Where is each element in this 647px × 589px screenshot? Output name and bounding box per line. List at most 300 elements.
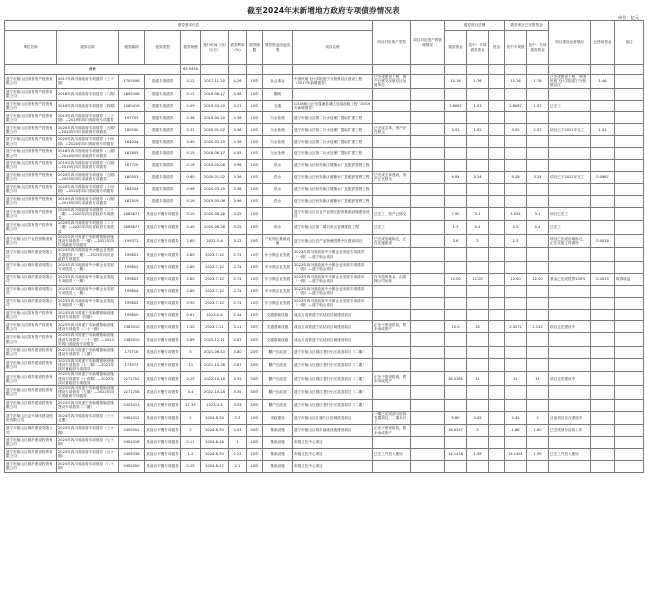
cell-bond-name: 2024年四川省政府专项债券（三十五期） <box>57 411 119 425</box>
cell-arranged <box>489 358 505 372</box>
cell-total-invest: 3.92 <box>445 124 467 136</box>
cell-issue-date: 2019-03-20 <box>201 100 229 112</box>
cell-bond-name: 2022年四川省遂宁市新增基础设施建设专项债券（九期）—2022年四川省政府专项债券 <box>57 386 119 400</box>
cell-bond-type: 普通专项债券 <box>145 183 181 195</box>
cell-project-name: 遂宁市船山区河东新区城镇水厂及配套管网工程 <box>293 159 373 171</box>
cell-completed <box>505 88 527 100</box>
cell-bond-type: 其他自平衡专项债券 <box>145 411 181 425</box>
bond-table <box>4 20 644 473</box>
cell-completed: 1.66 <box>505 425 527 437</box>
cell-unit: 遂宁市船山区城市建设有限公司 <box>5 248 57 262</box>
cell-bond-name: 2022年四川省遂宁市新增基础设施建设专项债券（十四期）—2022年四川省政府专项债券 <box>57 372 119 386</box>
cell-unit: 遂宁市船山区国有资产投资有限公司 <box>5 183 57 195</box>
cell-note <box>615 75 644 89</box>
cell-rate: 3.96 <box>229 195 247 207</box>
table-row <box>5 261 644 273</box>
cell-asset-mgmt <box>411 333 445 347</box>
cell-completed-bond: 31 <box>527 372 549 386</box>
cell-bond-name: 2018年四川省政府专项债券（八期） <box>57 88 119 100</box>
cell-status: 已完成建设工程，中国民航飞行学院遂宁分校航站区 <box>549 75 591 89</box>
cell-status <box>549 333 591 347</box>
cell-used <box>591 148 615 160</box>
cell-bond-scale: 0.33 <box>181 124 201 136</box>
cell-rate: 3.96 <box>229 159 247 171</box>
cell-completed <box>505 112 527 124</box>
cell-arranged <box>489 183 505 195</box>
cell-total-invest <box>445 112 467 124</box>
cell-bond-name: 2024年四川省政府专项债券（五十期） <box>57 448 119 460</box>
cell-completed: 3.92 <box>505 124 527 136</box>
cell-bond-scale: 0.40 <box>181 221 201 235</box>
cell-total-invest <box>445 297 467 309</box>
table-row <box>5 346 644 358</box>
cell-bond-name: 2019年四川省政府专项债券（六期）—2019年四川省政府专项债券 <box>57 195 119 207</box>
cell-project-name: 遂宁市船山区城乡基础设施建设项目 <box>293 425 373 437</box>
cell-arranged <box>489 171 505 183</box>
cell-term: 30年 <box>247 358 263 372</box>
cell-asset-type: 已完工并投入使用 <box>373 448 411 460</box>
cell-status: 已完工 <box>549 221 591 235</box>
cell-bond-code: 1705098 <box>119 75 145 89</box>
cell-bond-scale: 2 <box>181 411 201 425</box>
cell-completed: 2.45 <box>505 411 527 425</box>
cell-bond-code: 199852 <box>119 261 145 273</box>
cell-unit: 遂宁市船山区城乡建设投资有限公司 <box>5 358 57 372</box>
cell-asset-mgmt <box>411 183 445 195</box>
cell-bond-scale: 0.25 <box>181 460 201 472</box>
cell-bond-type: 其他自平衡专项债券 <box>145 372 181 386</box>
cell-bond-name: 2023年四川省遂宁市新增基础设施建设专项债券（二十一期） <box>57 321 119 333</box>
cell-status: 目前项目正在建设中 <box>549 411 591 425</box>
cell-rate: 3.36 <box>229 124 247 136</box>
cell-completed-bond <box>527 136 549 148</box>
cell-unit: 遂宁市船山区国有资产投资有限公司 <box>5 100 57 112</box>
cell-asset-mgmt <box>411 460 445 472</box>
cell-term: 15年 <box>247 411 263 425</box>
header-sub-b: 其中：专项债券资金 <box>527 31 549 65</box>
cell-bond-amount <box>467 297 489 309</box>
cell-rate: 4.26 <box>229 75 247 89</box>
cell-unit: 遂宁市船山区国有资产投资有限公司 <box>5 148 57 160</box>
cell-bond-name: 2020年四川省政府专项债券（五期）—2020年四川省政府专项债券 <box>57 124 119 136</box>
cell-issue-date: 2023-7-21 <box>201 321 229 333</box>
cell-bond-name: 2020年四川省政府专项债券（二十二期）—2020年四川省政府专项债券 <box>57 207 119 221</box>
cell-use-type: 供水 <box>263 221 293 235</box>
cell-bond-scale: 2.80 <box>181 248 201 262</box>
cell-bond-amount: 12.00 <box>467 273 489 285</box>
cell-used <box>591 425 615 437</box>
cell-bond-name: 2024年四川省政府专项债券（七十期） <box>57 437 119 449</box>
cell-rate: 2.74 <box>229 273 247 285</box>
cell-arranged <box>489 207 505 221</box>
cell-completed-bond: 12.00 <box>527 273 549 285</box>
cell-total-invest <box>445 437 467 449</box>
cell-note <box>615 346 644 358</box>
cell-use-type: 供水 <box>263 183 293 195</box>
cell-asset-type <box>373 148 411 160</box>
cell-bond-amount <box>467 261 489 273</box>
cell-bond-scale: 0.25 <box>181 372 201 386</box>
table-row <box>5 460 644 472</box>
cell-total-invest: 7.90 <box>445 207 467 221</box>
cell-issue-date: 2021-06-10 <box>201 346 229 358</box>
cell-total-invest <box>445 386 467 400</box>
cell-issue-date: 2022-10-18 <box>201 386 229 400</box>
cell-arranged <box>489 195 505 207</box>
cell-project-name: 遂宁市船山区第二污水处理厂提标扩建工程 <box>293 148 373 160</box>
cell-bond-name: 2023年四川省政府中小微企业发展专项债券（一期）—2023年四川省政府专项债券 <box>57 248 119 262</box>
cell-completed <box>505 358 527 372</box>
cell-bond-amount: 3.24 <box>467 171 489 183</box>
cell-completed-bond <box>527 234 549 248</box>
cell-bond-amount <box>467 148 489 160</box>
cell-issue-date: 2019-05-06 <box>201 195 229 207</box>
cell-note <box>615 159 644 171</box>
cell-total-invest: 14.1418 <box>445 448 467 460</box>
cell-completed-bond: 2 <box>527 411 549 425</box>
cell-bond-code: 2405336 <box>119 448 145 460</box>
cell-bond-amount <box>467 136 489 148</box>
cell-use-type: 社会事业 <box>263 75 293 89</box>
cell-completed <box>505 297 527 309</box>
header-issue-date: 发行时间（年/月/日） <box>201 31 229 65</box>
cell-asset-mgmt <box>411 386 445 400</box>
cell-bond-name: 2024年四川省政府专项债券（八十期） <box>57 460 119 472</box>
cell-bond-scale: 0.15 <box>181 148 201 160</box>
cell-rate: 3.96 <box>229 88 247 100</box>
cell-term: 10年 <box>247 112 263 124</box>
cell-rate: 2.3 <box>229 411 247 425</box>
cell-status <box>549 195 591 207</box>
cell-use-type: 交通 <box>263 100 293 112</box>
cell-unit: 遂宁市船山区国有资产投资有限公司 <box>5 75 57 89</box>
table-row <box>5 159 644 171</box>
cell-bond-name: 2022年四川省遂宁市新增基础设施建设专项债券（一期）—2022年四川省政府专项债券 <box>57 234 119 248</box>
cell-bond-amount <box>467 159 489 171</box>
cell-bond-name: 2019年四川省政府专项债券（六期）—2019年四川省政府专项债券 <box>57 159 119 171</box>
cell-arranged <box>489 333 505 347</box>
cell-bond-amount <box>467 88 489 100</box>
cell-completed <box>505 136 527 148</box>
table-row <box>5 100 644 112</box>
cell-arranged <box>489 460 505 472</box>
cell-bond-name: 2024年四川省政府专项债券（三十期） <box>57 425 119 437</box>
cell-issue-date: 2020-01-02 <box>201 171 229 183</box>
cell-asset-mgmt <box>411 372 445 386</box>
cell-bond-name: 2023年四川省政府中小微企业发展专项债券（一期） <box>57 285 119 297</box>
cell-bond-type: 其他自平衡专项债券 <box>145 321 181 333</box>
cell-issue-date: 2024-8-30 <box>201 448 229 460</box>
cell-project-name: 遂宁市船山区城区老旧小区改造项目（二期） <box>293 372 373 386</box>
cell-used: 0.4025 <box>591 273 615 285</box>
cell-use-type: 市政建设 <box>263 411 293 425</box>
table-row <box>5 195 644 207</box>
cell-use-type: 基础设施 <box>263 460 293 472</box>
cell-unit: 遂宁市船山区国有资产投资有限公司 <box>5 221 57 235</box>
cell-asset-mgmt <box>411 346 445 358</box>
cell-arranged <box>489 248 505 262</box>
cell-asset-mgmt <box>411 148 445 160</box>
cell-asset-type <box>373 285 411 297</box>
cell-rate: 1 <box>229 437 247 449</box>
cell-project-name: 成达万高铁遂宁站站前区域建设项目 <box>293 333 373 347</box>
cell-bond-name: 2021年四川省遂宁市新增基础设施建设专项债券（八期） <box>57 346 119 358</box>
table-row <box>5 273 644 285</box>
cell-use-type: 基础设施 <box>263 437 293 449</box>
cell-total-invest: 10.9 <box>445 321 467 333</box>
cell-bond-code: 199372 <box>119 234 145 248</box>
cell-term: 30年 <box>247 399 263 411</box>
cell-status: 基金已完成投资100% <box>549 273 591 285</box>
cell-used <box>591 372 615 386</box>
cell-project-name: 2023年四川省政府中小微企业发展专项债券（一期）—遂宁船山项目 <box>293 285 373 297</box>
cell-completed: 9.28 <box>505 171 527 183</box>
cell-use-type: 棚户区改造 <box>263 358 293 372</box>
header-rate: 债券利率(%) <box>229 31 247 65</box>
cell-total-invest: 15.16 <box>445 75 467 89</box>
cell-use-type: 中小微企业发展 <box>263 261 293 273</box>
cell-completed-bond <box>527 346 549 358</box>
cell-issue-date: 2019-09-20 <box>201 112 229 124</box>
cell-arranged <box>489 321 505 333</box>
cell-note <box>615 100 644 112</box>
cell-project-name: 市级文化中心项目 <box>293 448 373 460</box>
cell-project-name: 遂宁市船山区农产品物流园集中区建设项目 <box>293 234 373 248</box>
cell-used <box>591 88 615 100</box>
cell-term: 10年 <box>247 285 263 297</box>
cell-bond-amount <box>467 309 489 321</box>
cell-use-type: 中小微企业发展 <box>263 248 293 262</box>
cell-unit: 遂宁市船山区城市建设有限公司 <box>5 273 57 285</box>
table-row <box>5 285 644 297</box>
cell-total-invest <box>445 261 467 273</box>
cell-completed <box>505 437 527 449</box>
cell-arranged <box>489 136 505 148</box>
cell-project-name: 成达万高铁遂宁站站前区域建设项目 <box>293 309 373 321</box>
cell-term: 20年 <box>247 448 263 460</box>
cell-bond-type: 其他自平衡专项债券 <box>145 425 181 437</box>
cell-use-type: 产业园区基础设施 <box>263 234 293 248</box>
cell-status <box>549 309 591 321</box>
header-bond-scale: 债券规模 <box>181 31 201 65</box>
cell-bond-scale: 0.11 <box>181 437 201 449</box>
cell-issue-date: 2017-11-20 <box>201 75 229 89</box>
cell-total-invest: 18.4257 <box>445 425 467 437</box>
cell-asset-type: 已完成主体，资产正在移交 <box>373 124 411 136</box>
cell-asset-mgmt <box>411 136 445 148</box>
table-row <box>5 148 644 160</box>
cell-status <box>549 159 591 171</box>
cell-unit: 遂宁市船山区城乡建设投资有限公司 <box>5 346 57 358</box>
cell-used <box>591 346 615 358</box>
page-title: 截至2024年末新增地方政府专项债券情况表 <box>247 6 400 15</box>
cell-asset-mgmt <box>411 425 445 437</box>
cell-used <box>591 358 615 372</box>
header-bond-name: 债券名称 <box>57 31 119 65</box>
cell-bond-type: 普通专项债券 <box>145 75 181 89</box>
cell-completed: 2.4572 <box>505 321 527 333</box>
cell-unit: 遂宁市船山区国有资产投资有限公司 <box>5 309 57 321</box>
table-row <box>5 425 644 437</box>
cell-bond-scale: 0.98 <box>181 183 201 195</box>
cell-unit: 遂宁市船山区城乡建设投资有限公司 <box>5 460 57 472</box>
cell-asset-type <box>373 88 411 100</box>
cell-term: 10年 <box>247 75 263 89</box>
cell-completed: 5.054 <box>505 207 527 221</box>
cell-total-invest <box>445 136 467 148</box>
cell-total-invest: 2.8087 <box>445 100 467 112</box>
cell-term: 20年 <box>247 234 263 248</box>
cell-status <box>549 88 591 100</box>
cell-bond-type: 普通专项债券 <box>145 100 181 112</box>
cell-term: 10年 <box>247 148 263 160</box>
cell-note <box>615 221 644 235</box>
cell-term: 30年 <box>247 386 263 400</box>
cell-asset-type: 正处于建设阶段，暂未形成资产 <box>373 372 411 386</box>
cell-rate: 2.22 <box>229 448 247 460</box>
cell-completed-bond <box>527 386 549 400</box>
cell-rate: 3.80 <box>229 346 247 358</box>
cell-arranged <box>489 261 505 273</box>
table-row <box>5 386 644 400</box>
cell-use-type: 基础设施 <box>263 448 293 460</box>
cell-bond-code: 187605 <box>119 148 145 160</box>
cell-bond-code: 2385010 <box>119 333 145 347</box>
cell-asset-mgmt <box>411 297 445 309</box>
cell-issue-date: 2023-5-4 <box>201 309 229 321</box>
cell-arranged <box>489 437 505 449</box>
cell-bond-scale: 11.35 <box>181 399 201 411</box>
cell-note <box>615 124 644 136</box>
cell-arranged <box>489 159 505 171</box>
cell-rate: 3.12 <box>229 234 247 248</box>
cell-bond-scale: 2.80 <box>181 273 201 285</box>
cell-bond-scale: 0.90 <box>181 297 201 309</box>
cell-bond-type: 其他自平衡专项债券 <box>145 437 181 449</box>
cell-unit: 遂宁市船山区众兴城市建设投资有限公司 <box>5 411 57 425</box>
cell-note <box>615 358 644 372</box>
cell-note <box>615 411 644 425</box>
cell-asset-type: 已完工 <box>373 221 411 235</box>
cell-bond-type: 普通专项债券 <box>145 171 181 183</box>
cell-bond-code: 2405312 <box>119 411 145 425</box>
cell-used <box>591 195 615 207</box>
cell-issue-date: 2023-7-10 <box>201 248 229 262</box>
cell-use-type: 棚户区改造 <box>263 372 293 386</box>
cell-note <box>615 285 644 297</box>
table-row <box>5 321 644 333</box>
cell-issue-date: 2018-06-17 <box>201 88 229 100</box>
cell-unit: 遂宁市船山区国有资产投资有限公司 <box>5 159 57 171</box>
cell-completed: 2.8087 <box>505 100 527 112</box>
cell-status: 已完工并投入使用 <box>549 448 591 460</box>
cell-note <box>615 195 644 207</box>
cell-issue-date: 2024-8-30 <box>201 411 229 425</box>
cell-use-type: 交通基础设施 <box>263 333 293 347</box>
cell-bond-scale: 0.16 <box>181 195 201 207</box>
cell-completed-bond: 1.76 <box>527 75 549 89</box>
cell-note: 取得收益 <box>615 273 644 285</box>
cell-issue-date: 2023-7-10 <box>201 297 229 309</box>
table-row <box>5 207 644 221</box>
cell-unit: 遂宁市船山区国有资产投资有限公司 <box>5 333 57 347</box>
cell-arranged <box>489 297 505 309</box>
cell-arranged <box>489 88 505 100</box>
cell-asset-type <box>373 437 411 449</box>
cell-term: 10年 <box>247 273 263 285</box>
cell-bond-scale: 0.09 <box>181 100 201 112</box>
cell-bond-name: 2023年四川省遂宁市新增基础设施建设专项债券（三十一期）—2023年四川省政府专项债券 <box>57 333 119 347</box>
cell-note <box>615 88 644 100</box>
cell-bond-type: 其他自平衡专项债券 <box>145 261 181 273</box>
cell-project-name: 2023年四川省政府中小微企业发展专项债券（一期）—遂宁船山项目 <box>293 248 373 262</box>
cell-completed-bond: 1.60 <box>527 425 549 437</box>
cell-bond-name: 2023年四川省政府中小微企业发展专项债券（一期） <box>57 297 119 309</box>
cell-total-invest <box>445 399 467 411</box>
cell-use-type: 棚户区改造 <box>263 386 293 400</box>
cell-asset-mgmt <box>411 171 445 183</box>
header-sub-c: 资金 <box>489 31 505 65</box>
cell-arranged <box>489 234 505 248</box>
cell-issue-date: 2021-10-28 <box>201 358 229 372</box>
cell-bond-scale: 0.12 <box>181 75 201 89</box>
cell-bond-type: 普通专项债券 <box>145 124 181 136</box>
cell-status: 已完工 <box>549 100 591 112</box>
cell-rate: 3.11 <box>229 321 247 333</box>
cell-rate: 3.35 <box>229 386 247 400</box>
cell-note <box>615 183 644 195</box>
cell-used: 1.46 <box>591 75 615 89</box>
cell-term: 20年 <box>247 346 263 358</box>
cell-bond-amount <box>467 460 489 472</box>
cell-bond-amount <box>467 399 489 411</box>
cell-rate: 2.1 <box>229 460 247 472</box>
cell-note <box>615 460 644 472</box>
cell-status: 项目已完工 <box>549 207 591 221</box>
cell-asset-mgmt <box>411 207 445 221</box>
cell-bond-scale: 2.60 <box>181 234 201 248</box>
cell-bond-scale: 2.80 <box>181 261 201 273</box>
cell-completed-bond <box>527 261 549 273</box>
cell-project-name: 遂宁市船山区城区老旧小区改造项目（二期） <box>293 399 373 411</box>
cell-status <box>549 183 591 195</box>
cell-completed <box>505 309 527 321</box>
cell-bond-code: 184534 <box>119 183 145 195</box>
cell-asset-mgmt <box>411 309 445 321</box>
header-bond-type: 债券类型 <box>145 31 181 65</box>
cell-bond-code: 199853 <box>119 273 145 285</box>
cell-asset-type <box>373 358 411 372</box>
cell-project-name: 2023年四川省政府中小微企业发展专项债券（一期）—遂宁船山项目 <box>293 273 373 285</box>
cell-bond-code: 199855 <box>119 297 145 309</box>
cell-completed-bond <box>527 159 549 171</box>
cell-asset-mgmt <box>411 411 445 425</box>
header-group-balance: 债券项目总额 <box>445 21 505 31</box>
cell-completed <box>505 195 527 207</box>
cell-asset-type <box>373 112 411 124</box>
cell-bond-name: 2021年四川省遂宁市新增基础设施建设专项债券（十二期）—2021年四川省政府专项债券 <box>57 358 119 372</box>
cell-rate: 3.27 <box>229 100 247 112</box>
cell-bond-code: 187519 <box>119 195 145 207</box>
cell-bond-amount: 5 <box>467 425 489 437</box>
cell-used: 0.0987 <box>591 171 615 183</box>
cell-bond-code: 1580419 <box>119 100 145 112</box>
cell-unit: 遂宁市船山区国有资产投资有限公司 <box>5 112 57 124</box>
cell-bond-amount <box>467 248 489 262</box>
cell-completed: 0.5 <box>505 221 527 235</box>
cell-completed: 15.16 <box>505 75 527 89</box>
table-row <box>5 88 644 100</box>
